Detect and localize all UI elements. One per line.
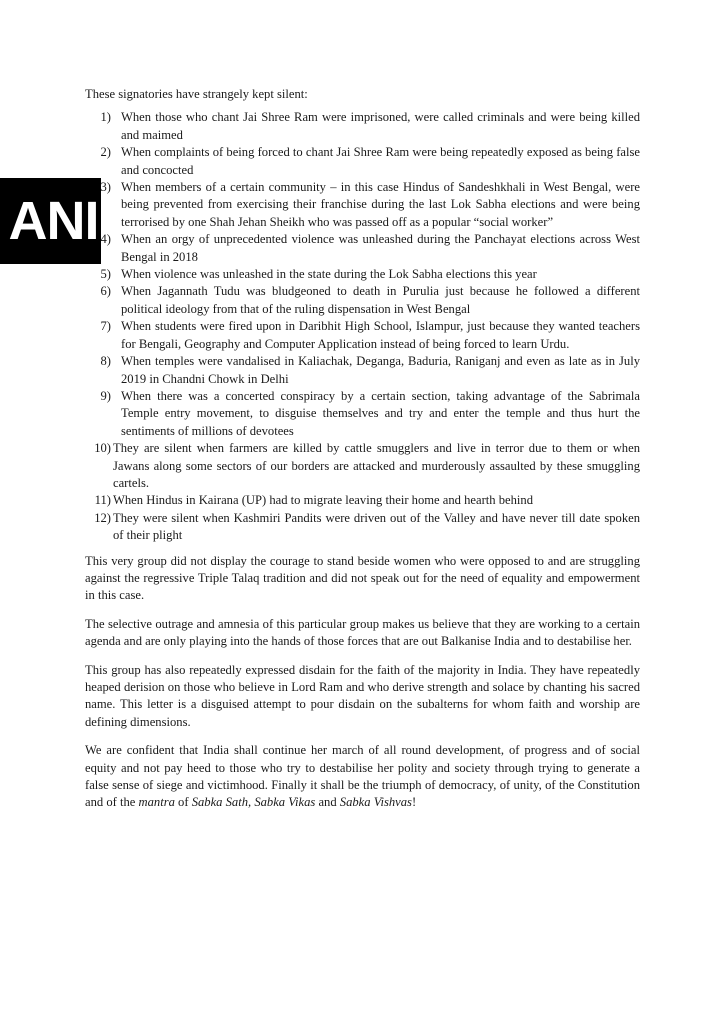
list-item: 12) They were silent when Kashmiri Pandits were driven out of the Valley and have never till date spoken of their plight — [94, 510, 640, 543]
list-item: 3) When members of a certain community – in this case Hindus of Sandeshkhali in West Bengal, were being prevented from exercising their franchise during the last Lok Sabha elections and were being terrorised by one Shah Jehan Sheikh who was passed off as a popular “social worker” — [100, 180, 640, 229]
list-item: 2) When complaints of being forced to chant Jai Shree Ram were being repeatedly exposed as being false and concocted — [100, 145, 640, 177]
list-item: 7) When students were fired upon in Daribhit High School, Islampur, just because they wanted teachers for Bengali, Geography and Computer Application instead of being forced to learn Urdu. — [100, 319, 640, 351]
intro-text: These signatories have strangely kept silent: — [85, 87, 308, 101]
paragraph-selective-outrage: The selective outrage and amnesia of this particular group makes us believe that they are working to a certain agenda and are only playing into the hands of those forces that are out Balkanise India and to destabilise her. — [85, 616, 640, 649]
list-item: 11) When Hindus in Kairana (UP) had to migrate leaving their home and hearth behind — [94, 493, 534, 508]
list-item: 10) They are silent when farmers are killed by cattle smugglers and live in terror due to them or when Jawans along some sectors of our borders are attacked and murderously assaulted by these smuggling cartels. — [94, 441, 640, 490]
list-item: 1) When those who chant Jai Shree Ram were imprisoned, were called criminals and were being killed and maimed — [100, 110, 640, 142]
ani-logo: ANI — [0, 178, 101, 264]
list-item: 5) When violence was unleashed in the state during the Lok Sabha elections this year — [100, 267, 537, 282]
list-item: 4) When an orgy of unprecedented violence was unleashed during the Panchayat elections across West Bengal in 2018 — [100, 232, 640, 264]
list-item: 9) When there was a concerted conspiracy by a certain section, taking advantage of the Sabrimala Temple entry movement, to disguise themselves and try and enter the temple and thus hurt the sentiments of millions of devotees — [100, 388, 640, 438]
paragraph-disdain: This group has also repeatedly expressed disdain for the faith of the majority in India. They have repeatedly heaped derision on those who believe in Lord Ram and who derive strength and solace by chanting his sacred name. This letter is a disguised attempt to pour disdain on the subalterns for whom faith and worship are defining dimensions. — [85, 662, 640, 729]
paragraph-triple-talaq: This very group did not display the courage to stand beside women who were opposed to and are struggling against the regressive Triple Talaq tradition and did not speak out for the need of equality and empowerment in this case. — [85, 553, 640, 603]
list-item: 6) When Jagannath Tudu was bludgeoned to death in Purulia just because he followed a different political ideology from that of the ruling dispensation in West Bengal — [100, 284, 640, 316]
silence-list — [85, 109, 640, 544]
list-item: 8) When temples were vandalised in Kaliachak, Deganga, Baduria, Raniganj and even as late as in July 2019 in Chandni Chowk in Delhi — [100, 354, 640, 386]
paragraph-conclusion: We are confident that India shall continue her march of all round development, of progress and of social equity and not pay heed to those who try to destabilise her polity and society through trying to generate a false sense of siege and victimhood. Finally it shall be the triumph of democracy, of unity, of the Constitution and of the mantra of Sabka Sath, Sabka Vikas and Sabka Vishvas! — [85, 743, 640, 810]
letter-body — [85, 86, 640, 823]
